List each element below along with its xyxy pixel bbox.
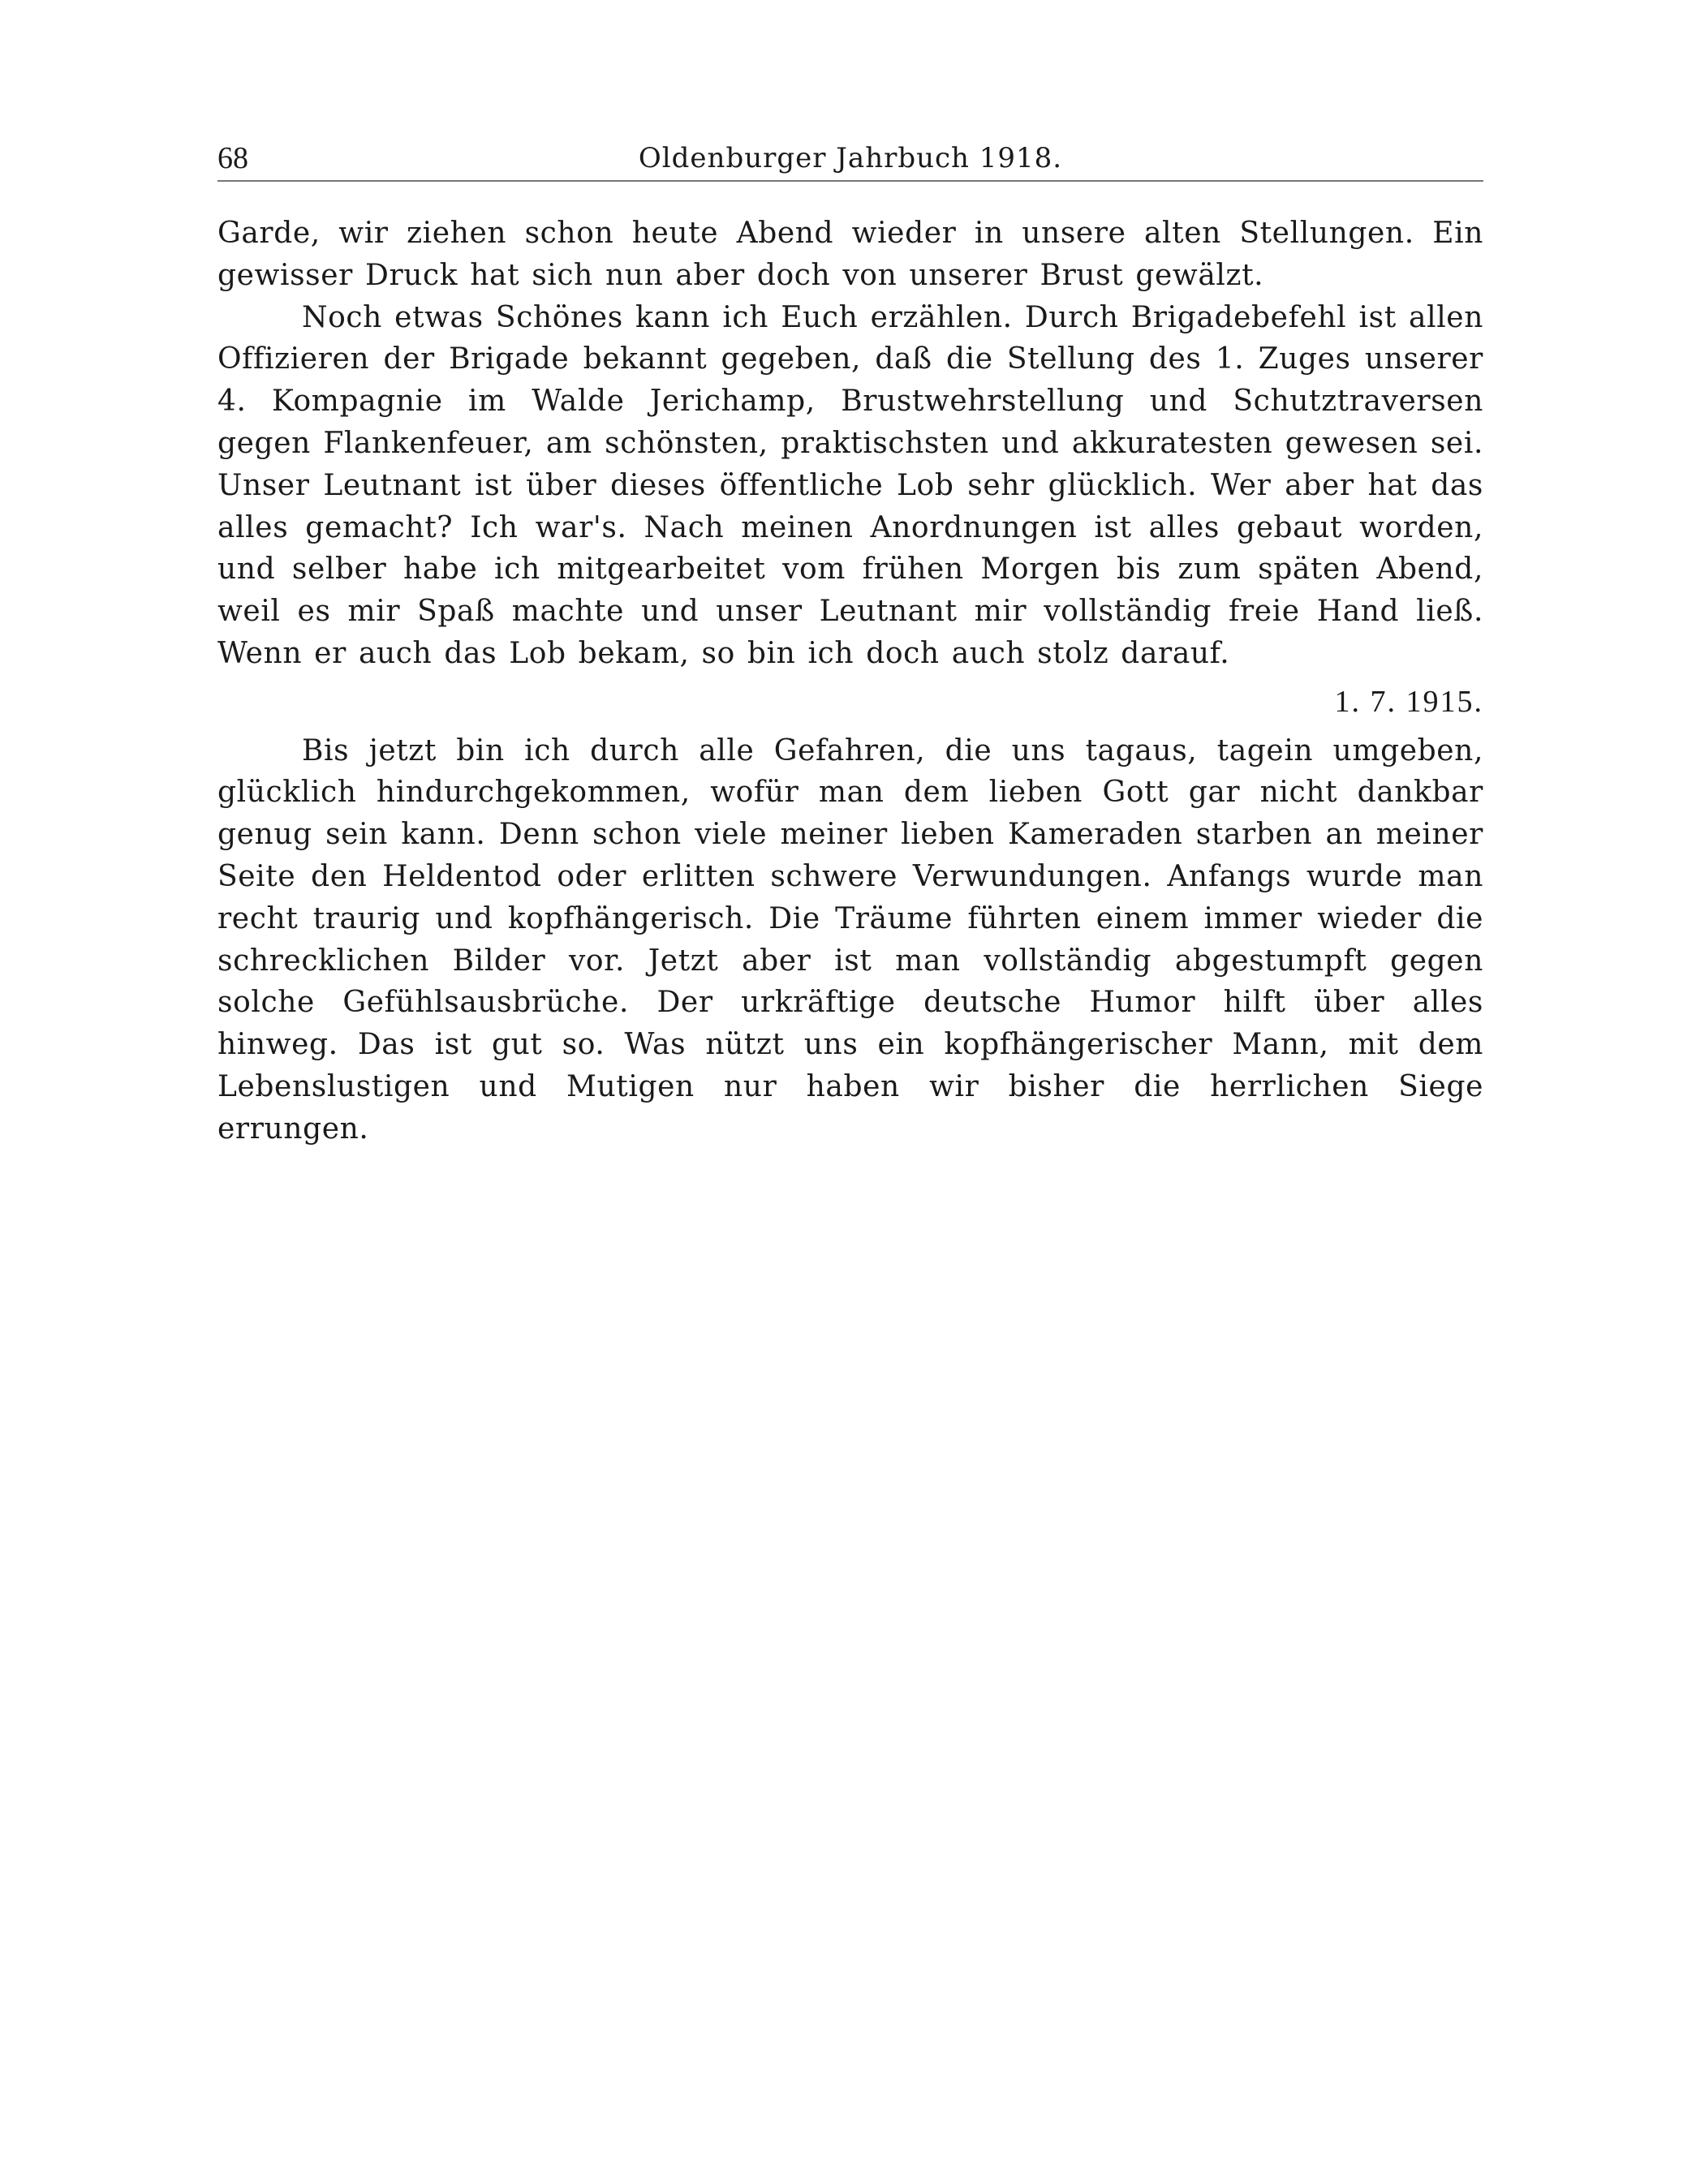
running-title: Oldenburger Jahrbuch 1918. bbox=[638, 142, 1063, 174]
page-header bbox=[217, 134, 1483, 183]
paragraph-brigade-order: Noch etwas Schönes kann ich Euch erzählen. Durch Brigadebefehl ist allen Offizieren der Brigade bekannt gegeben, daß die Stellung des 1. Zuges unserer 4. Kompagnie im Walde Jerichamp, Brustwehrstellung und Schutztraversen gegen Flankenfeuer, am schönsten, praktischsten und akkuratesten gewesen sei. Unser Leutnant ist über dieses öffentliche Lob sehr glücklich. Wer aber hat das alles gemacht? Ich war's. Nach meinen Anordnungen ist alles gebaut worden, und selber habe ich mitgearbeitet vom frühen Morgen bis zum späten Abend, weil es mir Spaß machte und unser Leutnant mir vollständig freie Hand ließ. Wenn er auch das Lob bekam, so bin ich doch auch stolz darauf. bbox=[217, 300, 1483, 670]
header-rule bbox=[217, 180, 1483, 182]
paragraph-dated-entry: Bis jetzt bin ich durch alle Gefahren, die uns tagaus, tagein umgeben, glücklich hindurchgekommen, wofür man dem lieben Gott gar nicht dankbar genug sein kann. Denn schon viele meiner lieben Kameraden starben an meiner Seite den Heldentod oder erlitten schwere Verwundungen. Anfangs wurde man recht traurig und kopfhängerisch. Die Träume führten einem immer wieder die schrecklichen Bilder vor. Jetzt aber ist man vollständig abgestumpft gegen solche Gefühlsausbrüche. Der urkräftige deutsche Humor hilft über alles hinweg. Das ist gut so. Was nützt uns ein kopfhängerischer Mann, mit dem Lebenslustigen und Mutigen nur haben wir bisher die herrlichen Siege errungen. bbox=[217, 733, 1483, 1146]
body-text bbox=[217, 213, 1483, 1150]
page-number: 68 bbox=[217, 141, 248, 175]
paragraph-continuation: Garde, wir ziehen schon heute Abend wieder in unsere alten Stellungen. Ein gewisser Druck hat sich nun aber doch von unserer Brust gewälzt. bbox=[217, 217, 1483, 292]
date-entry: 1. 7. 1915. bbox=[1334, 684, 1483, 719]
